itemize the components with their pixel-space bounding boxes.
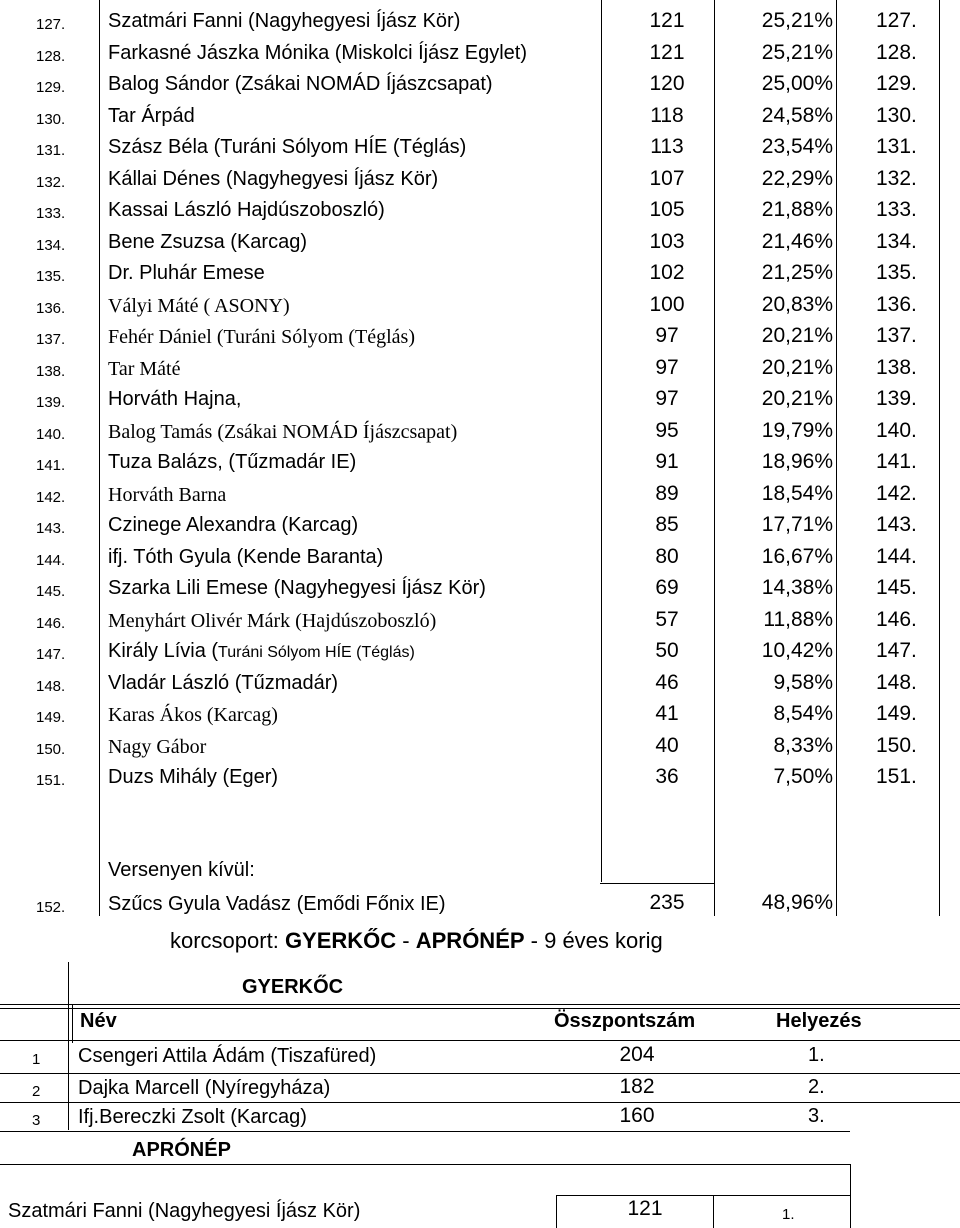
rank-number: 144.	[36, 551, 66, 569]
placement: 150.	[876, 733, 917, 757]
table-row	[0, 257, 960, 288]
header-name: Név	[80, 1010, 117, 1032]
percentage: 11,88%	[763, 607, 833, 631]
rank-number: 149.	[36, 709, 66, 726]
gyerkoc-score: 160	[619, 1104, 655, 1127]
gyerkoc-rank: 1	[32, 1051, 41, 1068]
percentage: 7,50%	[773, 765, 833, 788]
competitor-name: Szatmári Fanni (Nagyhegyesi Íjász Kör)	[108, 10, 461, 32]
table-row	[0, 604, 960, 635]
percentage: 10,42%	[761, 639, 833, 662]
table-row	[0, 383, 960, 414]
rank-number: 139.	[36, 394, 66, 411]
competitor-name: Vályi Máté ( ASONY)	[108, 294, 290, 317]
category-heading	[170, 928, 663, 954]
category-gyerkoc: GYERKŐC	[284, 928, 397, 953]
outside-score: 235	[649, 891, 685, 914]
gyerkoc-name: Dajka Marcell (Nyíregyháza)	[78, 1077, 331, 1099]
percentage: 8,33%	[773, 733, 833, 757]
grid-line	[556, 1195, 851, 1196]
percentage: 21,88%	[761, 198, 833, 221]
competitor-name: Kállai Dénes (Nagyhegyesi Íjász Kör)	[108, 167, 439, 190]
rank-number: 140.	[36, 425, 66, 443]
score: 102	[649, 261, 685, 284]
score: 107	[649, 166, 685, 190]
placement: 134.	[876, 229, 917, 253]
apronep-name: Szatmári Fanni (Nagyhegyesi Íjász Kör)	[8, 1200, 361, 1222]
score: 103	[649, 229, 685, 253]
grid-line	[0, 1004, 960, 1005]
rank-number: 148.	[36, 677, 66, 695]
competitor-name	[108, 640, 415, 663]
table-row	[0, 415, 960, 446]
score: 118	[650, 103, 684, 127]
placement: 138.	[876, 355, 917, 379]
rank-number: 134.	[36, 236, 66, 254]
table-row	[0, 68, 960, 99]
header-place: Helyezés	[776, 1010, 862, 1032]
grid-line	[600, 883, 715, 884]
competitor-name: Tar Máté	[108, 357, 181, 380]
rank-number: 127.	[36, 16, 66, 33]
rank-number: 146.	[36, 614, 66, 632]
placement: 127.	[876, 9, 917, 32]
placement: 142.	[876, 481, 917, 505]
rank-number: 131.	[36, 142, 66, 159]
grid-line	[713, 1195, 714, 1228]
percentage: 19,79%	[761, 418, 833, 442]
percentage: 22,29%	[761, 166, 833, 190]
score: 36	[655, 765, 679, 788]
apronep-place: 1.	[782, 1206, 795, 1223]
header-score: Összpontszám	[554, 1010, 696, 1032]
gyerkoc-place: 2.	[808, 1076, 825, 1098]
score: 113	[650, 135, 684, 158]
outside-label: Versenyen kívül:	[108, 859, 255, 881]
score: 95	[655, 418, 679, 442]
score: 41	[655, 702, 679, 725]
rank-number: 128.	[36, 47, 66, 65]
percentage: 23,54%	[761, 135, 833, 158]
placement: 135.	[876, 261, 917, 284]
placement: 128.	[876, 40, 917, 64]
placement: 140.	[876, 418, 917, 442]
competitor-name: Tar Árpád	[108, 104, 195, 127]
rank-number: 151.	[36, 772, 66, 789]
grid-line	[0, 1040, 960, 1041]
table-row	[0, 100, 960, 131]
competitor-name: Horváth Hajna,	[108, 388, 242, 410]
grid-line	[0, 1073, 960, 1074]
table-row	[0, 667, 960, 698]
competitor-name: Farkasné Jászka Mónika (Miskolci Íjász Egylet)	[108, 41, 528, 64]
grid-line	[0, 1164, 850, 1165]
rank-number: 132.	[36, 173, 66, 191]
grid-line	[0, 1131, 850, 1132]
placement: 133.	[876, 198, 917, 221]
table-row	[0, 761, 960, 792]
placement: 129.	[876, 72, 917, 95]
percentage: 25,00%	[761, 72, 833, 95]
competitor-name: Kassai László Hajdúszoboszló)	[108, 199, 385, 221]
gyerkoc-rank: 2	[32, 1083, 41, 1100]
score: 50	[655, 639, 679, 662]
table-row	[0, 446, 960, 477]
score: 46	[655, 670, 679, 694]
placement: 143.	[876, 513, 917, 536]
outside-number: 152.	[36, 899, 66, 916]
percentage: 20,21%	[761, 324, 833, 347]
score: 97	[655, 324, 679, 347]
grid-line	[0, 1102, 960, 1103]
percentage: 18,54%	[761, 481, 833, 505]
score: 40	[655, 733, 679, 757]
rank-number: 145.	[36, 583, 66, 600]
rank-number: 136.	[36, 299, 66, 317]
gyerkoc-score: 204	[619, 1043, 655, 1066]
score: 97	[655, 355, 679, 379]
table-row	[0, 163, 960, 194]
placement: 151.	[876, 765, 917, 788]
percentage: 16,67%	[761, 544, 833, 568]
gyerkoc-name: Ifj.Bereczki Zsolt (Karcag)	[78, 1106, 307, 1128]
competitor-name: Balog Sándor (Zsákai NOMÁD Íjászcsapat)	[108, 73, 493, 95]
placement: 147.	[876, 639, 917, 662]
category-apronep: APRÓNÉP	[415, 928, 525, 953]
table-row	[0, 572, 960, 603]
rank-number: 135.	[36, 268, 66, 285]
score: 121	[649, 9, 685, 32]
competitor-name: Czinege Alexandra (Karcag)	[108, 514, 359, 536]
rank-number: 138.	[36, 362, 66, 380]
score: 57	[655, 607, 679, 631]
score: 97	[655, 387, 679, 410]
table-row	[0, 478, 960, 509]
percentage: 24,58%	[761, 103, 833, 127]
gyerkoc-score: 182	[619, 1075, 655, 1098]
table-row	[0, 541, 960, 572]
placement: 144.	[876, 544, 917, 568]
score: 120	[649, 72, 685, 95]
table-row	[0, 226, 960, 257]
competitor-name: Tuza Balázs, (Tűzmadár IE)	[108, 451, 357, 473]
placement: 146.	[876, 607, 917, 631]
percentage: 21,25%	[761, 261, 833, 284]
table-row	[0, 509, 960, 540]
percentage: 9,58%	[773, 670, 833, 694]
rank-number: 130.	[36, 110, 66, 128]
apronep-title: APRÓNÉP	[132, 1139, 231, 1161]
competitor-name: Szász Béla (Turáni Sólyom HÍE (Téglás)	[108, 136, 467, 158]
placement: 148.	[876, 670, 917, 694]
percentage: 21,46%	[761, 229, 833, 253]
percentage: 20,83%	[761, 292, 833, 316]
outside-percentage: 48,96%	[761, 891, 833, 914]
percentage: 17,71%	[761, 513, 833, 536]
percentage: 25,21%	[761, 40, 833, 64]
rank-number: 143.	[36, 520, 66, 537]
table-row	[0, 194, 960, 225]
table-row	[0, 37, 960, 68]
competitor-name: Karas Ákos (Karcag)	[108, 704, 278, 726]
category-prefix: korcsoport:	[170, 928, 285, 953]
placement: 139.	[876, 387, 917, 410]
table-row	[0, 352, 960, 383]
placement: 137.	[876, 324, 917, 347]
apronep-score: 121	[627, 1197, 663, 1220]
rank-number: 142.	[36, 488, 66, 506]
grid-line	[0, 1008, 960, 1009]
score: 121	[649, 40, 685, 64]
score: 80	[655, 544, 679, 568]
grid-line	[68, 962, 69, 1130]
rank-number: 137.	[36, 331, 66, 348]
percentage: 20,21%	[761, 387, 833, 410]
competitor-name: Menyhárt Olivér Márk (Hajdúszoboszló)	[108, 609, 437, 632]
table-row	[0, 698, 960, 729]
table-row	[0, 289, 960, 320]
competitor-name: Nagy Gábor	[108, 735, 207, 758]
percentage: 14,38%	[761, 576, 833, 599]
score: 100	[649, 292, 685, 316]
rank-number: 147.	[36, 646, 66, 663]
score: 69	[655, 576, 679, 599]
gyerkoc-name: Csengeri Attila Ádám (Tiszafüred)	[78, 1045, 377, 1067]
placement: 145.	[876, 576, 917, 599]
table-row	[0, 5, 960, 36]
rank-number: 133.	[36, 205, 66, 222]
gyerkoc-title: GYERKŐC	[242, 976, 344, 998]
table-row	[0, 730, 960, 761]
gyerkoc-rank: 3	[32, 1112, 41, 1129]
rank-number: 141.	[36, 457, 66, 474]
competitor-name: ifj. Tóth Gyula (Kende Baranta)	[108, 545, 384, 568]
competitor-name-text: Király Lívia (	[108, 640, 219, 662]
score: 91	[655, 450, 679, 473]
rank-number: 150.	[36, 740, 66, 758]
percentage: 20,21%	[761, 355, 833, 379]
table-row	[0, 635, 960, 666]
gyerkoc-place: 3.	[808, 1105, 825, 1127]
placement: 130.	[876, 103, 917, 127]
competitor-name: Duzs Mihály (Eger)	[108, 766, 279, 788]
grid-line	[72, 1005, 73, 1043]
table-row	[0, 131, 960, 162]
rank-number: 129.	[36, 79, 66, 96]
placement: 131.	[876, 135, 917, 158]
placement: 136.	[876, 292, 917, 316]
gyerkoc-place: 1.	[808, 1044, 825, 1066]
placement: 149.	[876, 702, 917, 725]
competitor-name: Fehér Dániel (Turáni Sólyom (Téglás)	[108, 326, 415, 348]
competitor-name: Szarka Lili Emese (Nagyhegyesi Íjász Kör)	[108, 577, 486, 599]
score: 85	[655, 513, 679, 536]
percentage: 18,96%	[761, 450, 833, 473]
outside-name: Szűcs Gyula Vadász (Emődi Főnix IE)	[108, 893, 446, 915]
placement: 132.	[876, 166, 917, 190]
category-suffix: - 9 éves korig	[524, 928, 663, 953]
score: 89	[655, 481, 679, 505]
grid-line	[850, 1164, 851, 1228]
table-row	[0, 320, 960, 351]
competitor-name: Dr. Pluhár Emese	[108, 262, 265, 284]
placement: 141.	[876, 450, 917, 473]
score: 105	[649, 198, 685, 221]
competitor-club: Turáni Sólyom HÍE (Téglás)	[218, 644, 415, 661]
competitor-name: Bene Zsuzsa (Karcag)	[108, 230, 307, 253]
competitor-name: Vladár László (Tűzmadár)	[108, 671, 339, 694]
category-separator: -	[396, 928, 416, 953]
percentage: 25,21%	[761, 9, 833, 32]
competitor-name: Horváth Barna	[108, 483, 227, 506]
competitor-name: Balog Tamás (Zsákai NOMÁD Íjászcsapat)	[108, 420, 458, 443]
percentage: 8,54%	[773, 702, 833, 725]
grid-line	[556, 1195, 557, 1228]
